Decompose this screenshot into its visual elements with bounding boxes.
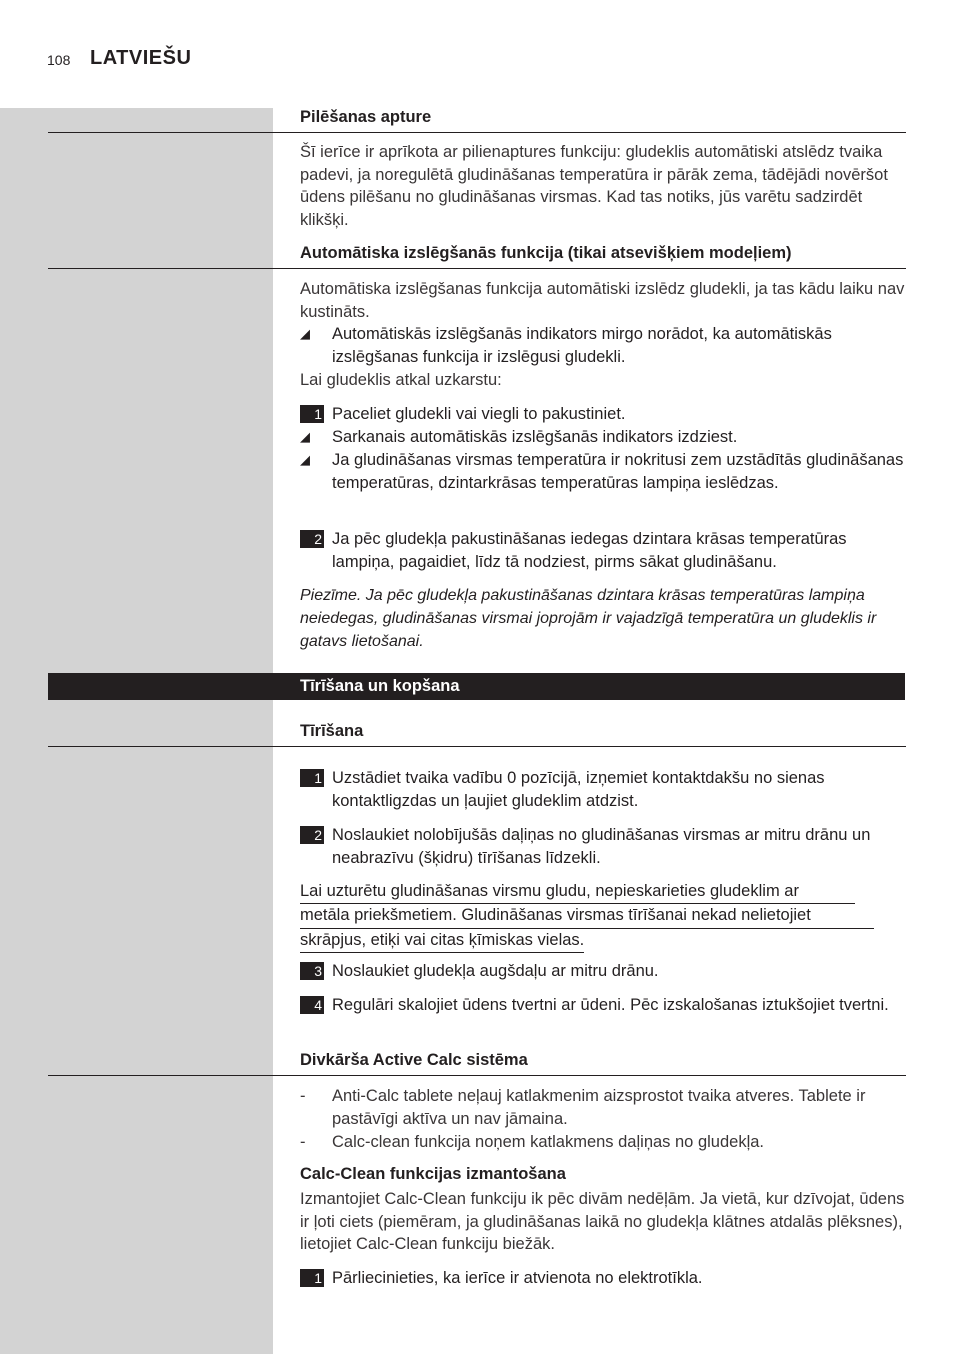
step bbox=[300, 994, 910, 1017]
warning-block bbox=[300, 880, 880, 953]
step bbox=[300, 403, 910, 426]
bullet-icon: ◢ bbox=[300, 452, 310, 467]
language-title: LATVIEŠU bbox=[90, 47, 192, 69]
list-item bbox=[300, 426, 910, 449]
calc-clean-text: Izmantojiet Calc-Clean funkciju ik pēc divām nedēļām. Ja vietā, kur dzīvojat, ūdens ir ļoti ciets (piemēram, ja gludināšanas laikā no gludekļa klātnes atdalās plēksnes), lietojiet Calc-Clean funkciju biežāk. bbox=[300, 1190, 905, 1254]
section-heading-auto-off: Automātiska izslēgšanās funkcija (tikai atsevišķiem modeļiem) bbox=[300, 244, 792, 262]
step-number: 2 bbox=[300, 826, 324, 844]
step bbox=[300, 1267, 910, 1290]
step bbox=[300, 960, 910, 983]
page-number: 108 bbox=[47, 52, 71, 68]
auto-off-text: Automātiska izslēgšanas funkcija automātiski izslēdz gludekli, ja tas kādu laiku nav kustināts. bbox=[300, 280, 905, 321]
step-text: Noslaukiet gludekļa augšdaļu ar mitru drānu. bbox=[332, 962, 659, 980]
chapter-banner bbox=[48, 673, 905, 700]
step-number: 1 bbox=[300, 769, 324, 787]
section-heading-active-calc: Divkārša Active Calc sistēma bbox=[300, 1051, 528, 1069]
section-heading-cleaning: Tīrīšana bbox=[300, 722, 364, 740]
warning-line: metāla priekšmetiem. Gludināšanas virsmas tīrīšanai nekad nelietojiet bbox=[300, 904, 874, 928]
list-item-text: Automātiskās izslēgšanās indikators mirgo norādot, ka automātiskās izslēgšanas funkcija ir izslēgusi gludekli. bbox=[332, 325, 832, 366]
dash-mark: - bbox=[300, 1133, 306, 1151]
warning-line: skrāpjus, etiķi vai citas ķīmiskas vielas. bbox=[300, 929, 584, 953]
list-item-text: Sarkanais automātiskās izslēgšanās indikators izdziest. bbox=[332, 428, 738, 446]
dash-mark: - bbox=[300, 1087, 306, 1105]
section-rule bbox=[48, 268, 906, 269]
bullet-icon: ◢ bbox=[300, 429, 310, 444]
step-number: 3 bbox=[300, 962, 324, 980]
step-text: Noslaukiet nolobījušās daļiņas no gludināšanas virsmas ar mitru drānu un neabrazīvu (šķidru) tīrīšanas līdzekli. bbox=[332, 826, 871, 867]
list-item bbox=[300, 1131, 910, 1154]
drip-stop-text: Šī ierīce ir aprīkota ar pilienaptures funkciju: gludeklis automātiski atslēdz tvaika padevi, ja noregulētā gludināšanas temperatūra ir pārāk zema, tādējādi novēršot ūdens pilēšanu no gludināšanas virsmas. Kad tas notiks, jūs varētu sadzirdēt klikšķi. bbox=[300, 143, 888, 229]
section-rule bbox=[48, 132, 906, 133]
list-item-text: Ja gludināšanas virsmas temperatūra ir nokritusi zem uzstādītās gludināšanas temperatūras, dzintarkrāsas temperatūras lampiņa ieslēdzas. bbox=[332, 451, 904, 492]
left-margin-band bbox=[0, 108, 273, 1354]
list-item-text: Anti-Calc tablete neļauj katlakmenim aizsprostot tvaika atveres. Tablete ir pastāvīgi aktīva un nav jāmaina. bbox=[332, 1087, 866, 1128]
step-text: Regulāri skalojiet ūdens tvertni ar ūdeni. Pēc izskalošanas iztukšojiet tvertni. bbox=[332, 996, 889, 1014]
step bbox=[300, 824, 910, 869]
reheat-label: Lai gludeklis atkal uzkarstu: bbox=[300, 371, 502, 389]
bullet-icon: ◢ bbox=[300, 326, 310, 341]
step-text: Pārliecinieties, ka ierīce ir atvienota no elektrotīkla. bbox=[332, 1269, 703, 1287]
section-heading-drip-stop: Pilēšanas apture bbox=[300, 108, 432, 126]
step-number: 4 bbox=[300, 996, 324, 1014]
subheading-calc-clean: Calc-Clean funkcijas izmantošana bbox=[300, 1165, 566, 1183]
step-number: 1 bbox=[300, 405, 324, 423]
list-item bbox=[300, 449, 910, 494]
section-rule bbox=[48, 746, 906, 747]
step bbox=[300, 767, 910, 812]
chapter-title: Tīrīšana un kopšana bbox=[300, 677, 460, 695]
step-number: 2 bbox=[300, 530, 324, 548]
step-text: Ja pēc gludekļa pakustināšanas iedegas dzintara krāsas temperatūras lampiņa, pagaidiet, līdz tā nodziest, pirms sākat gludināšanu. bbox=[332, 530, 847, 571]
note-text: Piezīme. Ja pēc gludekļa pakustināšanas dzintara krāsas temperatūras lampiņa neiedegas, gludināšanas virsmai joprojām ir vajadzīgā temperatūra un gludeklis ir gatavs lietošanai. bbox=[300, 587, 877, 650]
list-item-text: Calc-clean funkcija noņem katlakmens daļiņas no gludekļa. bbox=[332, 1133, 764, 1151]
list-item bbox=[300, 1085, 910, 1130]
warning-line: Lai uzturētu gludināšanas virsmu gludu, nepieskarieties gludeklim ar bbox=[300, 880, 855, 904]
list-item bbox=[300, 323, 910, 368]
step-number: 1 bbox=[300, 1269, 324, 1287]
step bbox=[300, 528, 910, 573]
step-text: Paceliet gludekli vai viegli to pakustiniet. bbox=[332, 405, 626, 423]
section-rule bbox=[48, 1075, 906, 1076]
step-text: Uzstādiet tvaika vadību 0 pozīcijā, izņemiet kontaktdakšu no sienas kontaktligzdas un ļaujiet gludeklim atdzist. bbox=[332, 769, 825, 810]
